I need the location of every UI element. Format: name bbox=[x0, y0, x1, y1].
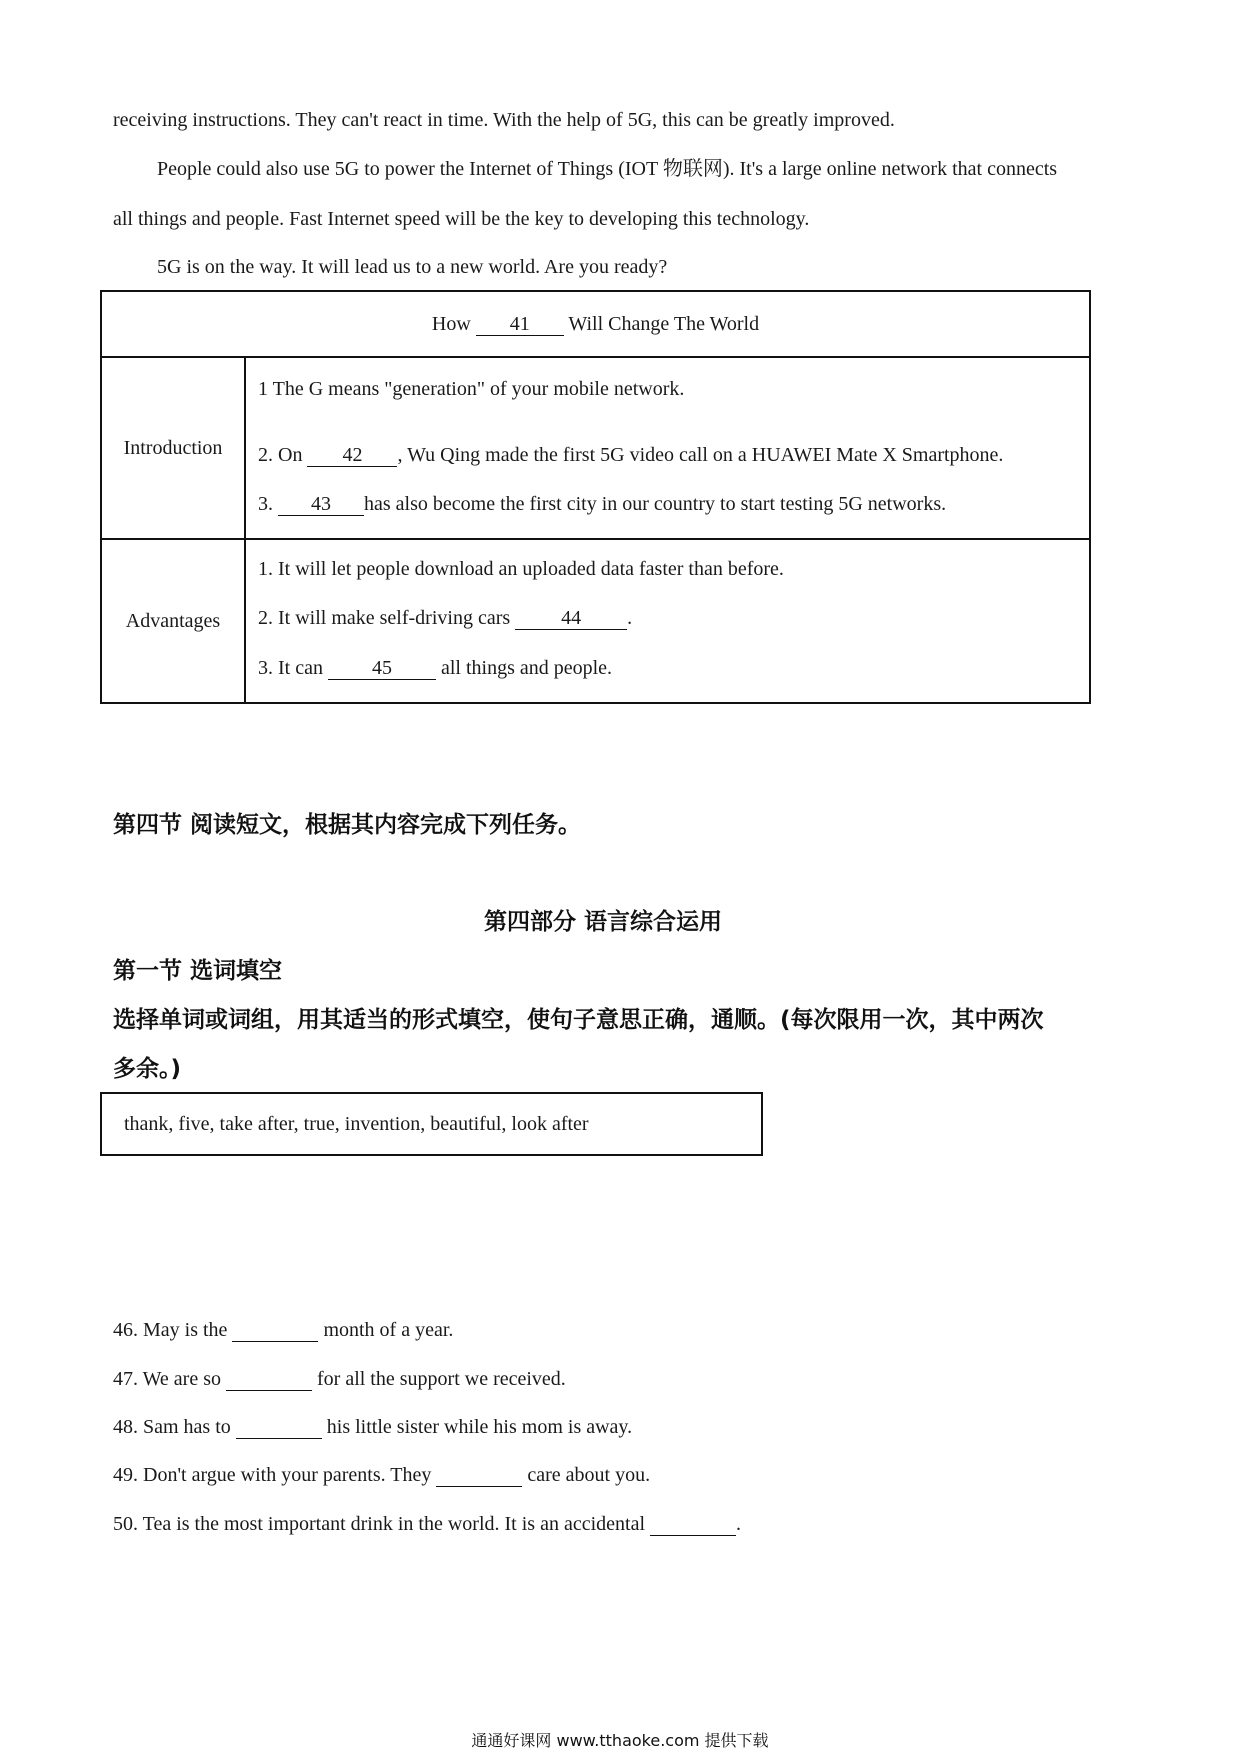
answer-blank-50[interactable] bbox=[650, 1513, 736, 1536]
adv-item-3-post: all things and people. bbox=[440, 657, 613, 679]
intro-item-2-post: , Wu Qing made the first 5G video call on a HUAWEI Mate X Smartphone. bbox=[397, 444, 1004, 466]
instruction-line: 选择单词或词组，用其适当的形式填空，使句子意思正确，通顺。(每次限用一次，其中两次 bbox=[113, 1007, 1044, 1033]
question-47 bbox=[113, 1366, 566, 1392]
passage-line: receiving instructions. They can't react in time. With the help of 5G, this can be greatly improved. bbox=[113, 109, 895, 131]
question-50-text: 50. Tea is the most important drink in the world. It is an accidental bbox=[113, 1513, 646, 1535]
advantages-cell bbox=[245, 539, 1090, 703]
question-46 bbox=[113, 1317, 453, 1343]
table-title-post: Will Change The World bbox=[568, 312, 760, 335]
passage-line: all things and people. Fast Internet speed will be the key to developing this technology. bbox=[113, 208, 810, 230]
summary-table bbox=[100, 290, 1091, 704]
intro-item-3-post: has also become the first city in our country to start testing 5G networks. bbox=[364, 493, 947, 515]
intro-item-3 bbox=[258, 493, 946, 516]
instruction-line: 多余。) bbox=[113, 1056, 182, 1082]
question-47-text-end: for all the support we received. bbox=[317, 1368, 566, 1390]
blank-45[interactable]: 45 bbox=[328, 657, 436, 680]
blank-42[interactable]: 42 bbox=[307, 444, 397, 467]
adv-item-1: 1. It will let people download an uploaded data faster than before. bbox=[258, 558, 784, 580]
adv-item-2 bbox=[258, 607, 632, 630]
question-49-text: 49. Don't argue with your parents. They bbox=[113, 1464, 432, 1486]
section1-heading: 第一节 选词填空 bbox=[113, 958, 283, 984]
word-bank-box: thank, five, take after, true, invention, beautiful, look after bbox=[100, 1092, 763, 1156]
question-48 bbox=[113, 1414, 632, 1440]
table-title-pre: How bbox=[431, 312, 471, 335]
blank-41[interactable]: 41 bbox=[476, 313, 564, 336]
question-48-text: 48. Sam has to bbox=[113, 1416, 231, 1438]
section4-heading: 第四节 阅读短文，根据其内容完成下列任务。 bbox=[113, 812, 582, 838]
adv-item-2-pre: 2. It will make self-driving cars bbox=[258, 607, 511, 629]
page-footer: 通通好课网 www.tthaoke.com 提供下载 bbox=[471, 1731, 769, 1750]
part4-heading: 第四部分 语言综合运用 bbox=[484, 909, 723, 935]
blank-43[interactable]: 43 bbox=[278, 493, 364, 516]
question-46-text: 46. May is the bbox=[113, 1319, 228, 1341]
adv-item-3-pre: 3. It can bbox=[258, 657, 323, 679]
answer-blank-49[interactable] bbox=[436, 1464, 522, 1487]
question-47-text: 47. We are so bbox=[113, 1368, 221, 1390]
blank-44[interactable]: 44 bbox=[515, 607, 627, 630]
answer-blank-48[interactable] bbox=[236, 1416, 322, 1439]
question-46-text-end: month of a year. bbox=[323, 1319, 454, 1341]
answer-blank-47[interactable] bbox=[226, 1368, 312, 1391]
table-title bbox=[101, 291, 1090, 357]
adv-item-3 bbox=[258, 657, 612, 680]
introduction-label: Introduction bbox=[101, 357, 245, 539]
question-49-text-end: care about you. bbox=[527, 1464, 651, 1486]
question-50-text-end: . bbox=[736, 1513, 742, 1535]
passage-line: 5G is on the way. It will lead us to a new world. Are you ready? bbox=[157, 256, 668, 278]
adv-item-2-post: . bbox=[627, 607, 633, 629]
introduction-cell bbox=[245, 357, 1090, 539]
intro-item-3-pre: 3. bbox=[258, 493, 273, 515]
question-48-text-end: his little sister while his mom is away. bbox=[326, 1416, 633, 1438]
question-49 bbox=[113, 1462, 650, 1488]
advantages-label: Advantages bbox=[101, 539, 245, 703]
intro-item-2-pre: 2. On bbox=[258, 444, 303, 466]
intro-item-2 bbox=[258, 444, 1003, 467]
answer-blank-46[interactable] bbox=[232, 1319, 318, 1342]
question-50 bbox=[113, 1511, 741, 1537]
intro-item-1: 1 The G means "generation" of your mobile network. bbox=[258, 378, 685, 400]
passage-line: People could also use 5G to power the Internet of Things (IOT 物联网). It's a large online network that connects bbox=[157, 158, 1058, 180]
